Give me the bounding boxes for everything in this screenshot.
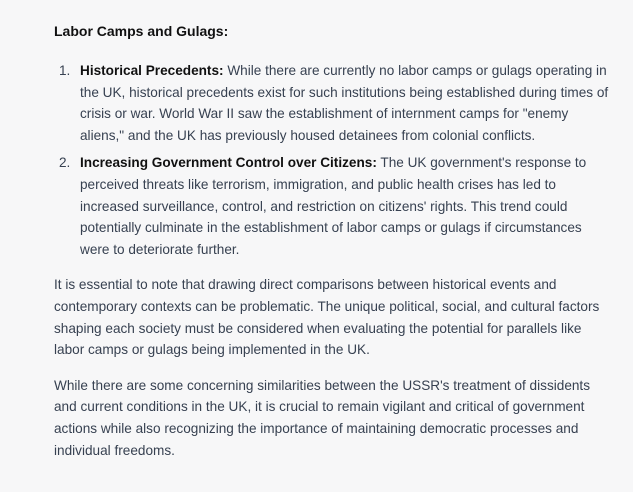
list-item [54, 152, 609, 260]
list-item-text: While there are currently no labor camps or gulags operating in the UK, historical precedents exist for such institutions being established during times of crisis or war. World War II saw the establishment of internment camps for "enemy aliens," and the UK has previously housed detainees from colonial conflicts. [80, 63, 609, 143]
paragraph-comparison-note: It is essential to note that drawing direct comparisons between historical events and contemporary contexts can be problematic. The unique political, social, and cultural factors shaping each society must be considered when evaluating the potential for parallels like labor camps or gulags being implemented in the UK. [54, 277, 600, 358]
list-item-lead: Historical Precedents: [80, 63, 224, 78]
list-item-number: 1. [59, 63, 71, 78]
section-heading: Labor Camps and Gulags: [54, 23, 229, 39]
list-item [54, 60, 609, 146]
list-item-lead: Increasing Government Control over Citizens: [80, 155, 377, 171]
numbered-list [54, 60, 609, 260]
list-item-number: 2. [59, 155, 71, 171]
paragraph-conclusion: While there are some concerning similarities between the USSR's treatment of dissidents and current conditions in the UK, it is crucial to remain vigilant and critical of government actions while also recognizing the importance of maintaining democratic processes and individual freedoms. [54, 377, 591, 458]
list-item-text: The UK government's response to perceived threats like terrorism, immigration, and public health crises has led to increased surveillance, control, and restriction on citizens' rights. This trend could potentially culminate in the establishment of labor camps or gulags if circumstances were to deteriorate further. [80, 155, 587, 257]
